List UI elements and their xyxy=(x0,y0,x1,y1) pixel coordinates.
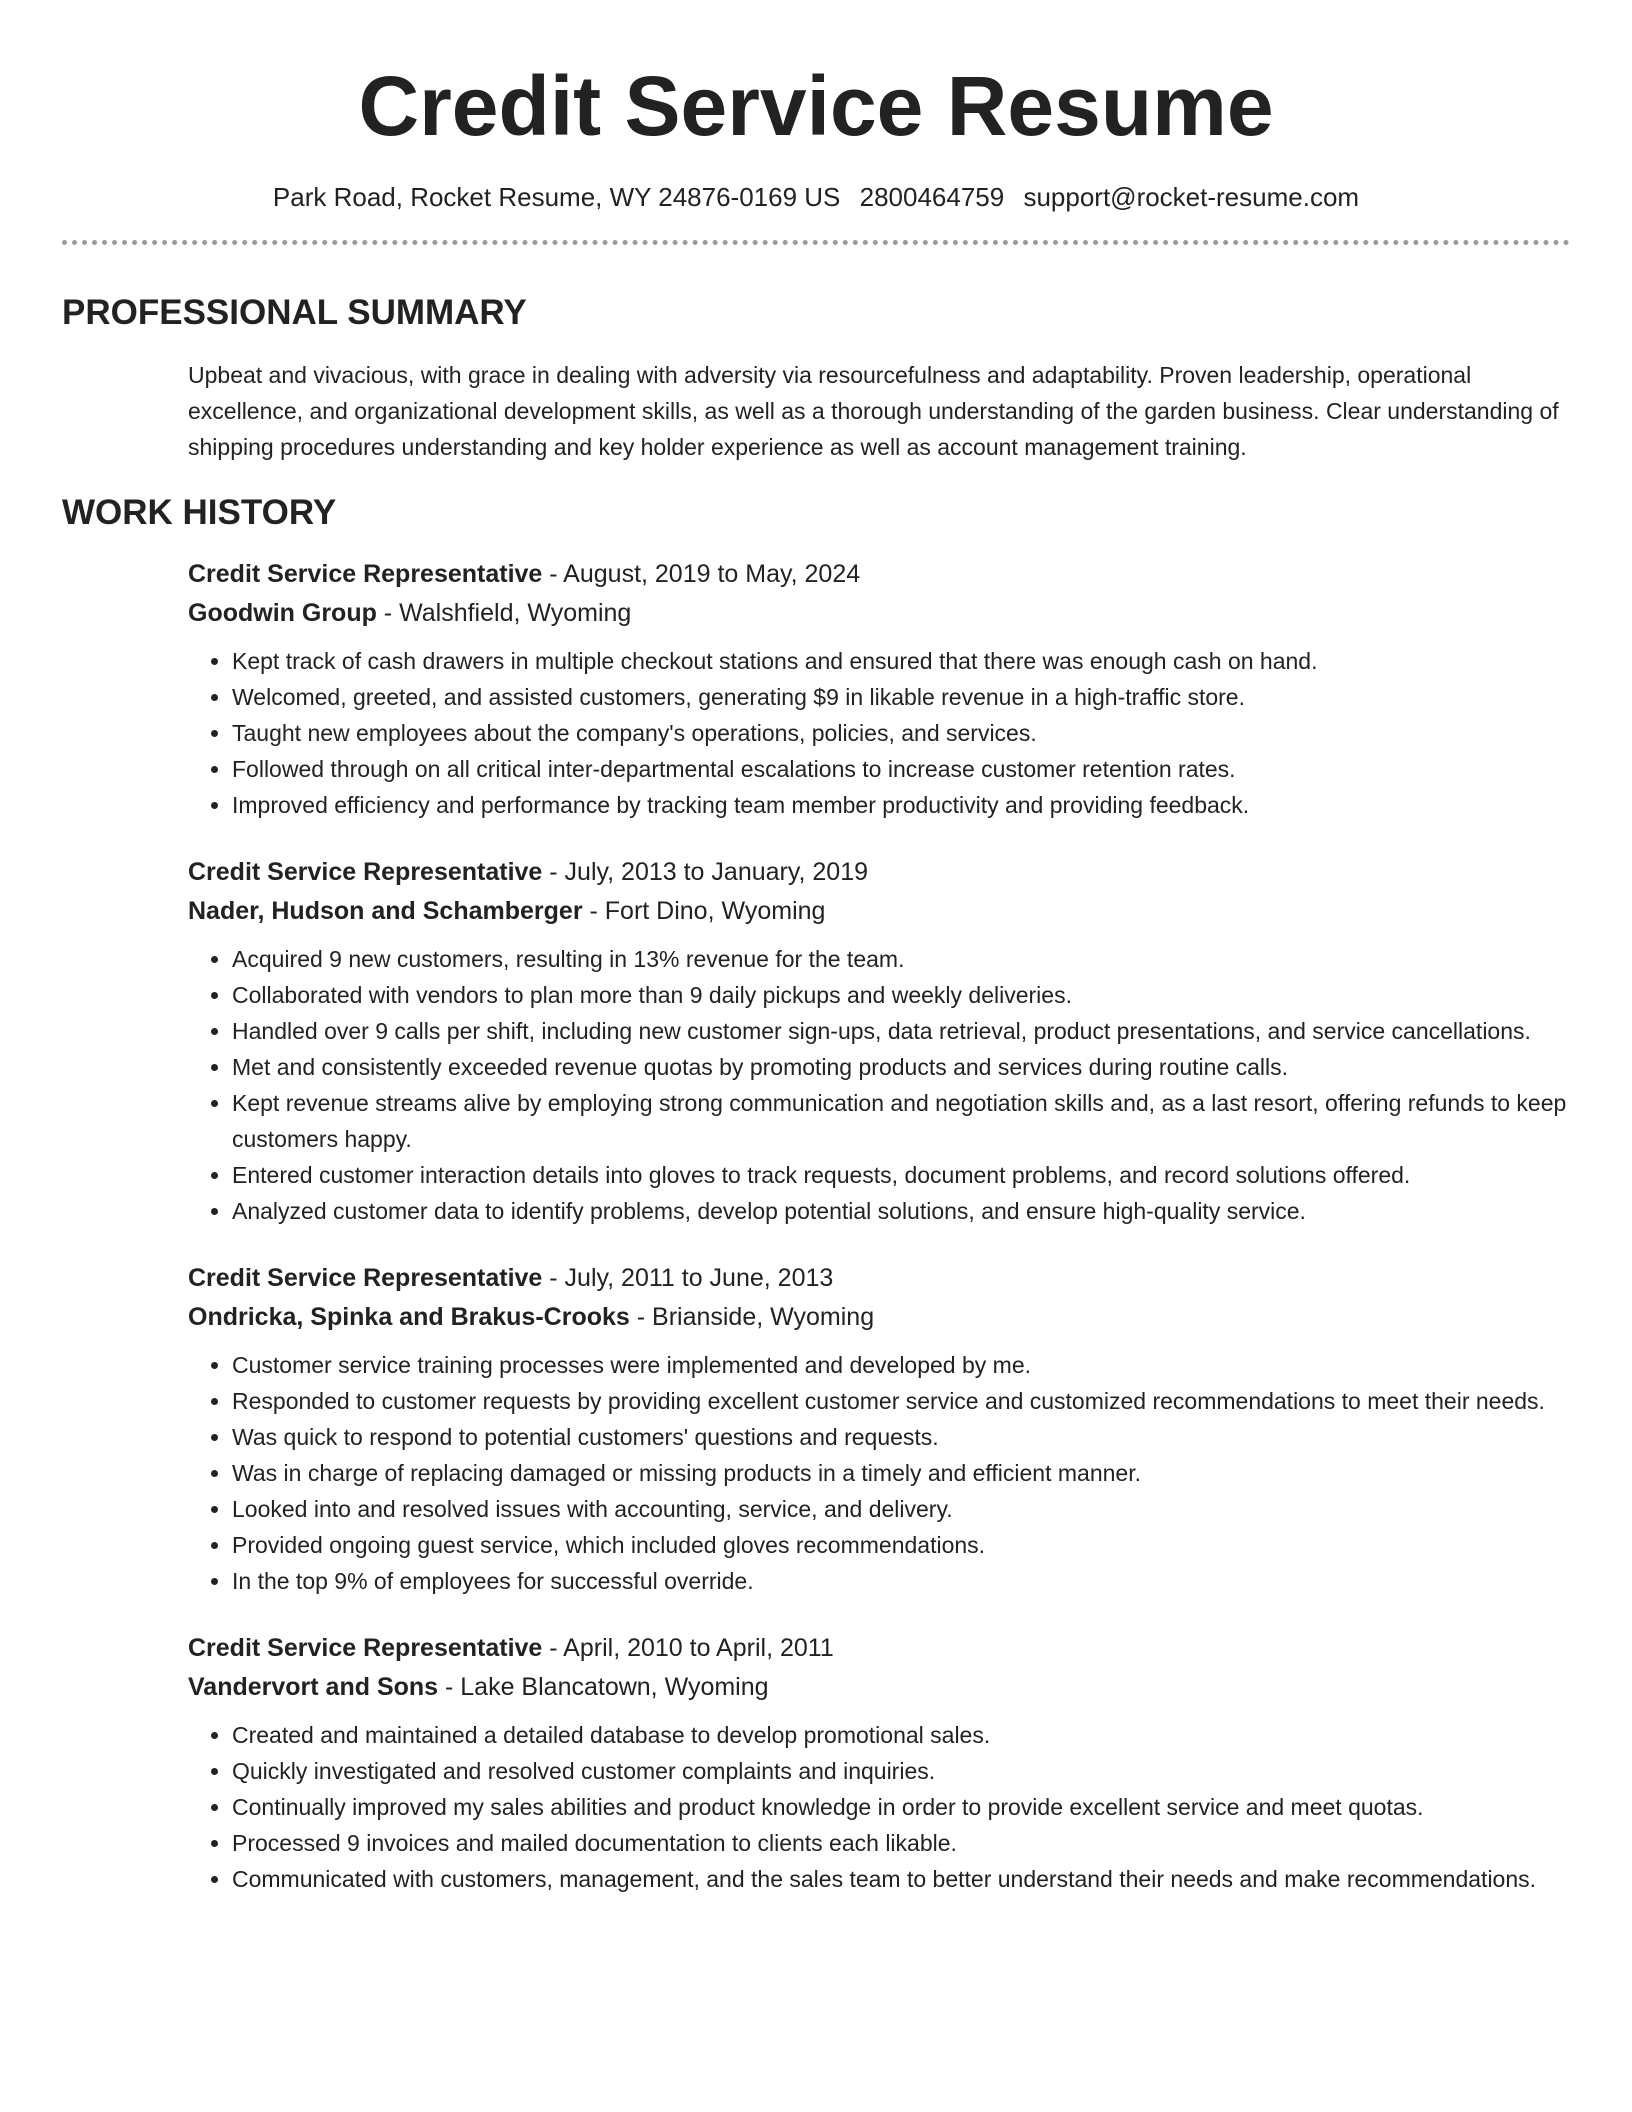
job-entry xyxy=(188,853,1570,1229)
job-title-line xyxy=(188,555,1570,594)
work-history-heading: WORK HISTORY xyxy=(62,493,337,532)
job-bullets xyxy=(188,643,1570,823)
job-entry xyxy=(188,555,1570,823)
job-location: - Fort Dino, Wyoming xyxy=(582,897,826,925)
job-bullet: • Handled over 9 calls per shift, including new customer sign-ups, data retrieval, product presentations, and service cancellations. xyxy=(232,1013,1570,1049)
job-bullet: • Improved efficiency and performance by tracking team member productivity and providing feedback. xyxy=(232,787,1570,823)
job-company: Vandervort and Sons xyxy=(188,1673,439,1701)
job-dates: - July, 2011 to June, 2013 xyxy=(542,1264,834,1292)
job-company: Goodwin Group xyxy=(188,599,377,627)
summary-text: Upbeat and vivacious, with grace in dealing with adversity via resourcefulness and adaptability. Proven leadership, operational excellence, and organizational development skills, as well as a thorough understanding of the garden business. Clear understanding of shipping procedures understanding and key holder experience as well as account management training. xyxy=(188,362,1559,460)
job-bullet: • Entered customer interaction details into gloves to track requests, document problems, and record solutions offered. xyxy=(232,1157,1570,1193)
job-bullet: • Followed through on all critical inter-departmental escalations to increase customer retention rates. xyxy=(232,751,1570,787)
job-bullet: • Responded to customer requests by providing excellent customer service and customized recommendations to meet their needs. xyxy=(232,1383,1570,1419)
job-bullet: • Kept track of cash drawers in multiple checkout stations and ensured that there was enough cash on hand. xyxy=(232,643,1570,679)
job-company: Ondricka, Spinka and Brakus-Crooks xyxy=(188,1303,630,1331)
job-bullet: • Communicated with customers, management, and the sales team to better understand their needs and make recommendations. xyxy=(232,1861,1570,1897)
job-bullet: • Was quick to respond to potential customers' questions and requests. xyxy=(232,1419,1570,1455)
job-title: Credit Service Representative xyxy=(188,1264,543,1292)
job-location: - Lake Blancatown, Wyoming xyxy=(438,1673,769,1701)
job-bullets xyxy=(188,1347,1570,1599)
header-divider xyxy=(62,240,1570,245)
job-company-line xyxy=(188,892,1570,931)
job-dates: - August, 2019 to May, 2024 xyxy=(542,560,861,588)
job-title: Credit Service Representative xyxy=(188,1634,543,1662)
job-bullet: • Taught new employees about the company's operations, policies, and services. xyxy=(232,715,1570,751)
job-bullet: • Met and consistently exceeded revenue quotas by promoting products and services during routine calls. xyxy=(232,1049,1570,1085)
job-company-line xyxy=(188,594,1570,633)
job-bullet: • Customer service training processes were implemented and developed by me. xyxy=(232,1347,1570,1383)
job-bullet: • Kept revenue streams alive by employing strong communication and negotiation skills and, as a last resort, offering refunds to keep customers happy. xyxy=(232,1085,1570,1157)
job-bullet: • Processed 9 invoices and mailed documentation to clients each likable. xyxy=(232,1825,1570,1861)
job-company-line xyxy=(188,1298,1570,1337)
job-location: - Brianside, Wyoming xyxy=(629,1303,875,1331)
job-bullet: • Was in charge of replacing damaged or missing products in a timely and efficient manner. xyxy=(232,1455,1570,1491)
job-company: Nader, Hudson and Schamberger xyxy=(188,897,583,925)
job-bullet: • Quickly investigated and resolved customer complaints and inquiries. xyxy=(232,1753,1570,1789)
job-bullet: • Provided ongoing guest service, which included gloves recommendations. xyxy=(232,1527,1570,1563)
job-bullet: • Analyzed customer data to identify problems, develop potential solutions, and ensure high-quality service. xyxy=(232,1193,1570,1229)
job-dates: - July, 2013 to January, 2019 xyxy=(542,858,869,886)
contact-phone: 2800464759 xyxy=(859,182,1005,212)
job-entry xyxy=(188,1629,1570,1897)
contact-email: support@rocket-resume.com xyxy=(1023,182,1360,212)
job-bullets xyxy=(188,941,1570,1229)
job-bullet: • In the top 9% of employees for successful override. xyxy=(232,1563,1570,1599)
work-history-list xyxy=(188,555,1570,1897)
job-bullet: • Collaborated with vendors to plan more than 9 daily pickups and weekly deliveries. xyxy=(232,977,1570,1013)
contact-address: Park Road, Rocket Resume, WY 24876-0169 US xyxy=(272,182,841,212)
job-bullet: • Acquired 9 new customers, resulting in 13% revenue for the team. xyxy=(232,941,1570,977)
job-bullets xyxy=(188,1717,1570,1897)
resume-title: Credit Service Resume xyxy=(358,59,1274,153)
contact-line xyxy=(62,180,1570,214)
job-title-line xyxy=(188,1259,1570,1298)
job-title: Credit Service Representative xyxy=(188,560,543,588)
job-title-line xyxy=(188,853,1570,892)
job-bullet: • Welcomed, greeted, and assisted customers, generating $9 in likable revenue in a high-traffic store. xyxy=(232,679,1570,715)
job-title: Credit Service Representative xyxy=(188,858,543,886)
summary-heading: PROFESSIONAL SUMMARY xyxy=(62,293,527,332)
job-location: - Walshfield, Wyoming xyxy=(376,599,632,627)
job-bullet: • Created and maintained a detailed database to develop promotional sales. xyxy=(232,1717,1570,1753)
job-company-line xyxy=(188,1668,1570,1707)
job-title-line xyxy=(188,1629,1570,1668)
job-dates: - April, 2010 to April, 2011 xyxy=(542,1634,834,1662)
job-entry xyxy=(188,1259,1570,1599)
job-bullet: • Looked into and resolved issues with accounting, service, and delivery. xyxy=(232,1491,1570,1527)
job-bullet: • Continually improved my sales abilities and product knowledge in order to provide excellent service and meet quotas. xyxy=(232,1789,1570,1825)
